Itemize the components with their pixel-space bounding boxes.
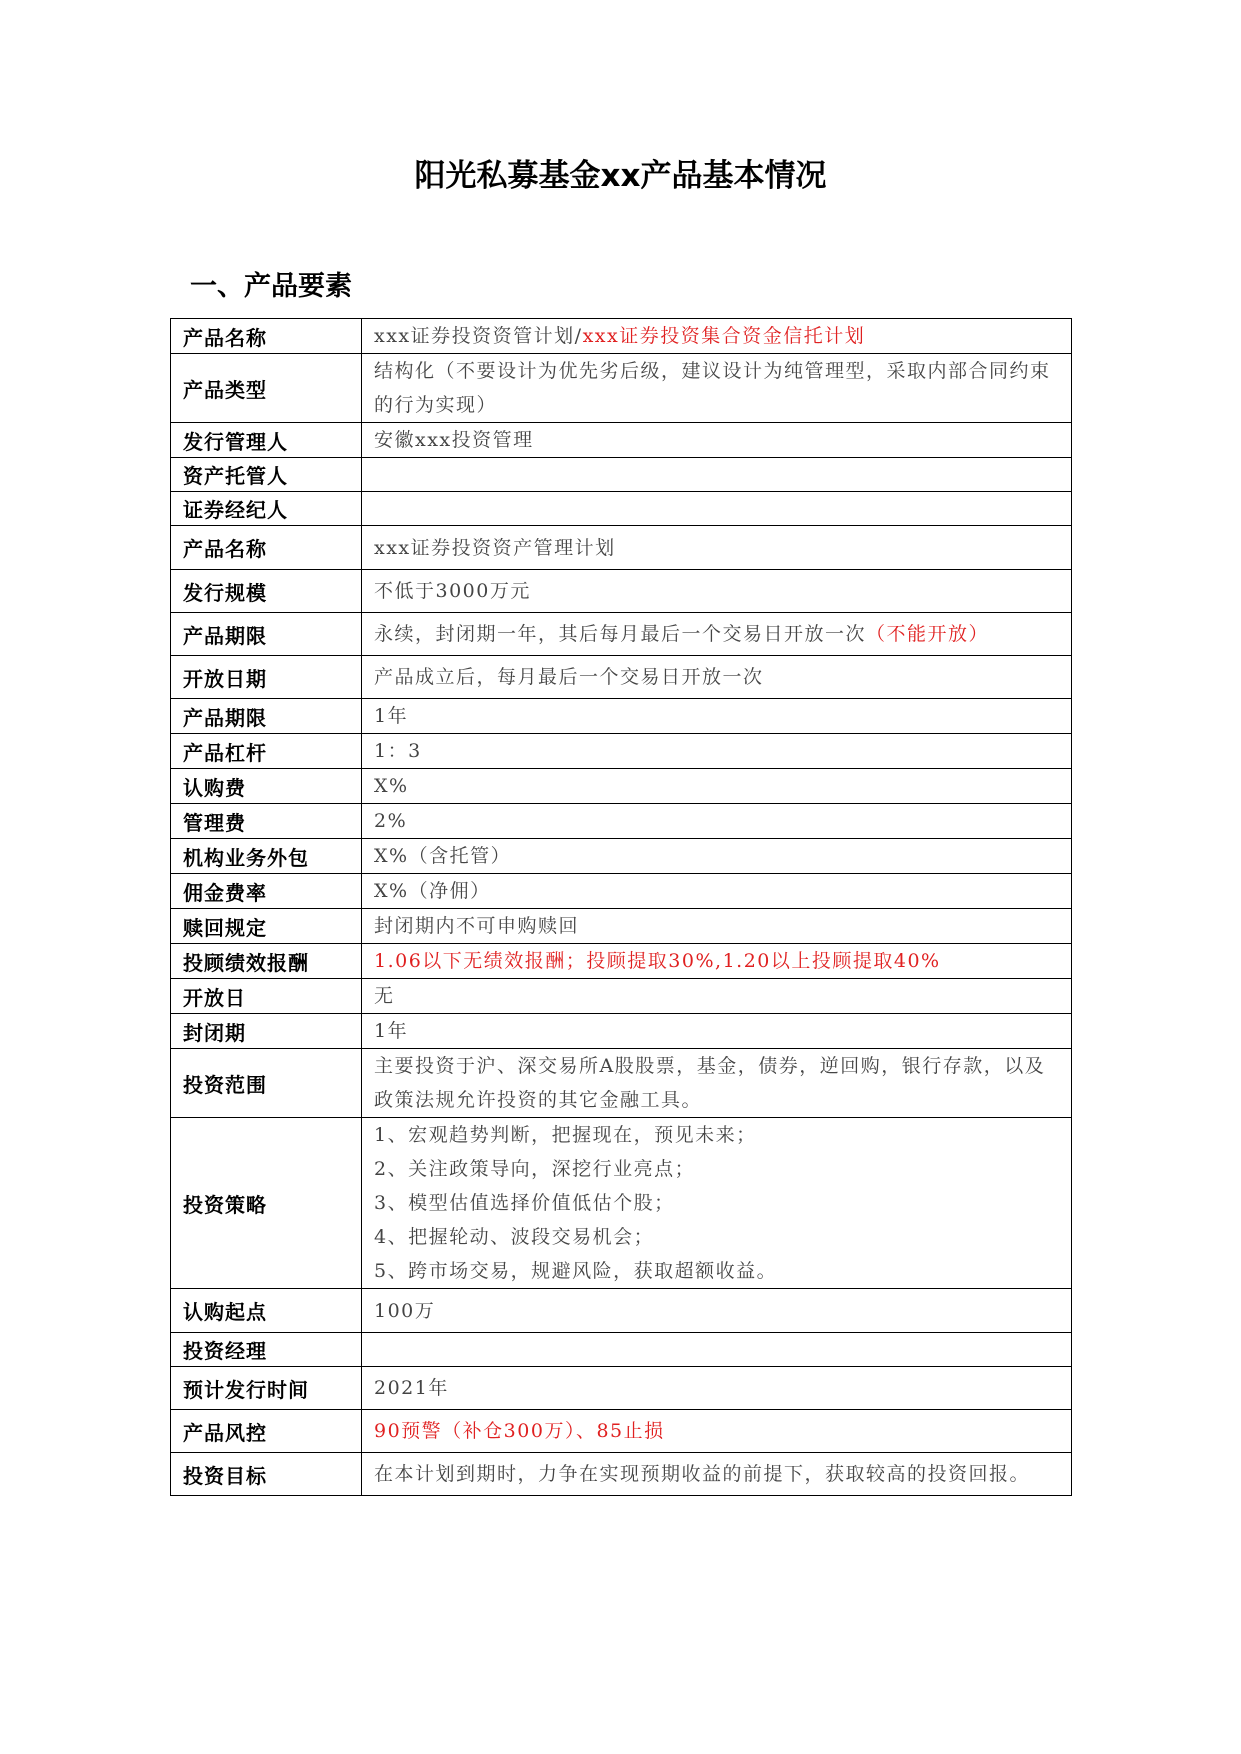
table-row [171,319,1072,354]
row-label: 赎回规定 [171,909,362,944]
value-text: （不能开放） [866,623,990,645]
strategy-item: 5、跨市场交易，规避风险，获取超额收益。 [374,1260,778,1282]
value-text: xxx证券投资资产管理计划 [374,536,616,559]
table-row [171,354,1072,423]
table-row [171,1049,1072,1118]
row-label: 管理费 [171,804,362,839]
row-label: 开放日 [171,979,362,1014]
table-row [171,458,1072,492]
row-value [362,570,1072,613]
table-row [171,909,1072,944]
row-value [362,1367,1072,1410]
table-row [171,699,1072,734]
table-row [171,944,1072,979]
row-value [362,613,1072,656]
row-value [362,804,1072,839]
row-label: 投资策略 [171,1118,362,1289]
row-label: 认购起点 [171,1289,362,1333]
row-value [362,909,1072,944]
product-elements-table [170,318,1072,1496]
row-label: 产品期限 [171,613,362,656]
value-text: 2% [374,810,408,832]
strategy-item: 2、关注政策导向，深挖行业亮点； [374,1158,696,1180]
row-value [362,944,1072,979]
row-value [362,354,1072,423]
table-row [171,1410,1072,1453]
row-value [362,1289,1072,1333]
value-text: 1.06以下无绩效报酬；投顾提取30%,1.20以上投顾提取40% [374,950,941,972]
row-value [362,699,1072,734]
table-row [171,526,1072,570]
row-value [362,874,1072,909]
row-label: 封闭期 [171,1014,362,1049]
row-value [362,769,1072,804]
value-text: 永续，封闭期一年，其后每月最后一个交易日开放一次 [374,623,867,645]
table-row [171,874,1072,909]
row-label: 投资目标 [171,1453,362,1496]
row-label: 产品类型 [171,354,362,423]
strategy-item: 1、宏观趋势判断，把握现在，预见未来； [374,1124,757,1146]
row-label: 开放日期 [171,656,362,699]
row-value [362,1453,1072,1496]
row-label: 投资范围 [171,1049,362,1118]
table-row [171,734,1072,769]
table-row [171,1289,1072,1333]
strategy-item: 3、模型估值选择价值低估个股； [374,1192,675,1214]
row-label: 证券经纪人 [171,492,362,526]
value-text: X% [374,775,409,797]
value-text: 封闭期内不可申购赎回 [374,915,580,937]
row-value [362,492,1072,526]
row-label: 投资经理 [171,1333,362,1367]
row-label: 产品风控 [171,1410,362,1453]
value-text: 90预警（补仓300万）、85止损 [374,1420,665,1442]
row-label: 发行管理人 [171,423,362,458]
row-label: 产品期限 [171,699,362,734]
value-text: 2021年 [374,1377,449,1399]
table-row [171,769,1072,804]
table-row [171,492,1072,526]
value-text: 无 [374,985,395,1007]
row-label: 发行规模 [171,570,362,613]
table-row [171,613,1072,656]
row-label: 认购费 [171,769,362,804]
document-title: 阳光私募基金xx产品基本情况 [414,158,827,194]
row-value [362,319,1072,354]
value-text: 100万 [374,1299,436,1322]
table-row [171,839,1072,874]
row-value [362,1333,1072,1367]
value-text: 在本计划到期时，力争在实现预期收益的前提下，获取较高的投资回报。 [374,1463,1031,1485]
table-row [171,1367,1072,1410]
value-text: xxx证券投资集合资金信托计划 [582,325,866,347]
value-text: 1年 [374,705,409,727]
value-text: 1年 [374,1020,409,1042]
value-text: 主要投资于沪、深交易所A股股票，基金，债券，逆回购，银行存款，以及政策法规允许投资的其它金融工具。 [374,1055,1046,1111]
table-row [171,804,1072,839]
table-row [171,1333,1072,1367]
value-text: 产品成立后，每月最后一个交易日开放一次 [374,666,764,688]
value-text: 安徽xxx投资管理 [374,429,534,451]
table-row [171,979,1072,1014]
value-text: 不低于3000万元 [374,580,531,602]
table-row [171,1014,1072,1049]
row-label: 预计发行时间 [171,1367,362,1410]
table-row [171,570,1072,613]
row-value [362,734,1072,769]
row-value [362,839,1072,874]
table-row [171,1453,1072,1496]
row-label: 佣金费率 [171,874,362,909]
row-value [362,656,1072,699]
row-value [362,1118,1072,1289]
row-label: 投顾绩效报酬 [171,944,362,979]
value-text: xxx证券投资资管计划/ [374,325,583,347]
row-label: 产品名称 [171,319,362,354]
row-value [362,979,1072,1014]
row-value [362,1014,1072,1049]
row-value [362,423,1072,458]
value-text: 1：3 [374,740,422,762]
section-heading: 一、产品要素 [190,271,352,302]
value-text: X%（含托管） [374,845,512,867]
value-text: X%（净佣） [374,880,491,902]
row-value [362,526,1072,570]
row-label: 资产托管人 [171,458,362,492]
table-row [171,1118,1072,1289]
row-label: 产品杠杆 [171,734,362,769]
row-value [362,458,1072,492]
row-value [362,1410,1072,1453]
value-text: 结构化（不要设计为优先劣后级，建议设计为纯管理型，采取内部合同约束的行为实现） [374,360,1051,416]
table-row [171,423,1072,458]
row-value [362,1049,1072,1118]
row-label: 机构业务外包 [171,839,362,874]
row-label: 产品名称 [171,526,362,570]
table-row [171,656,1072,699]
strategy-item: 4、把握轮动、波段交易机会； [374,1226,655,1248]
